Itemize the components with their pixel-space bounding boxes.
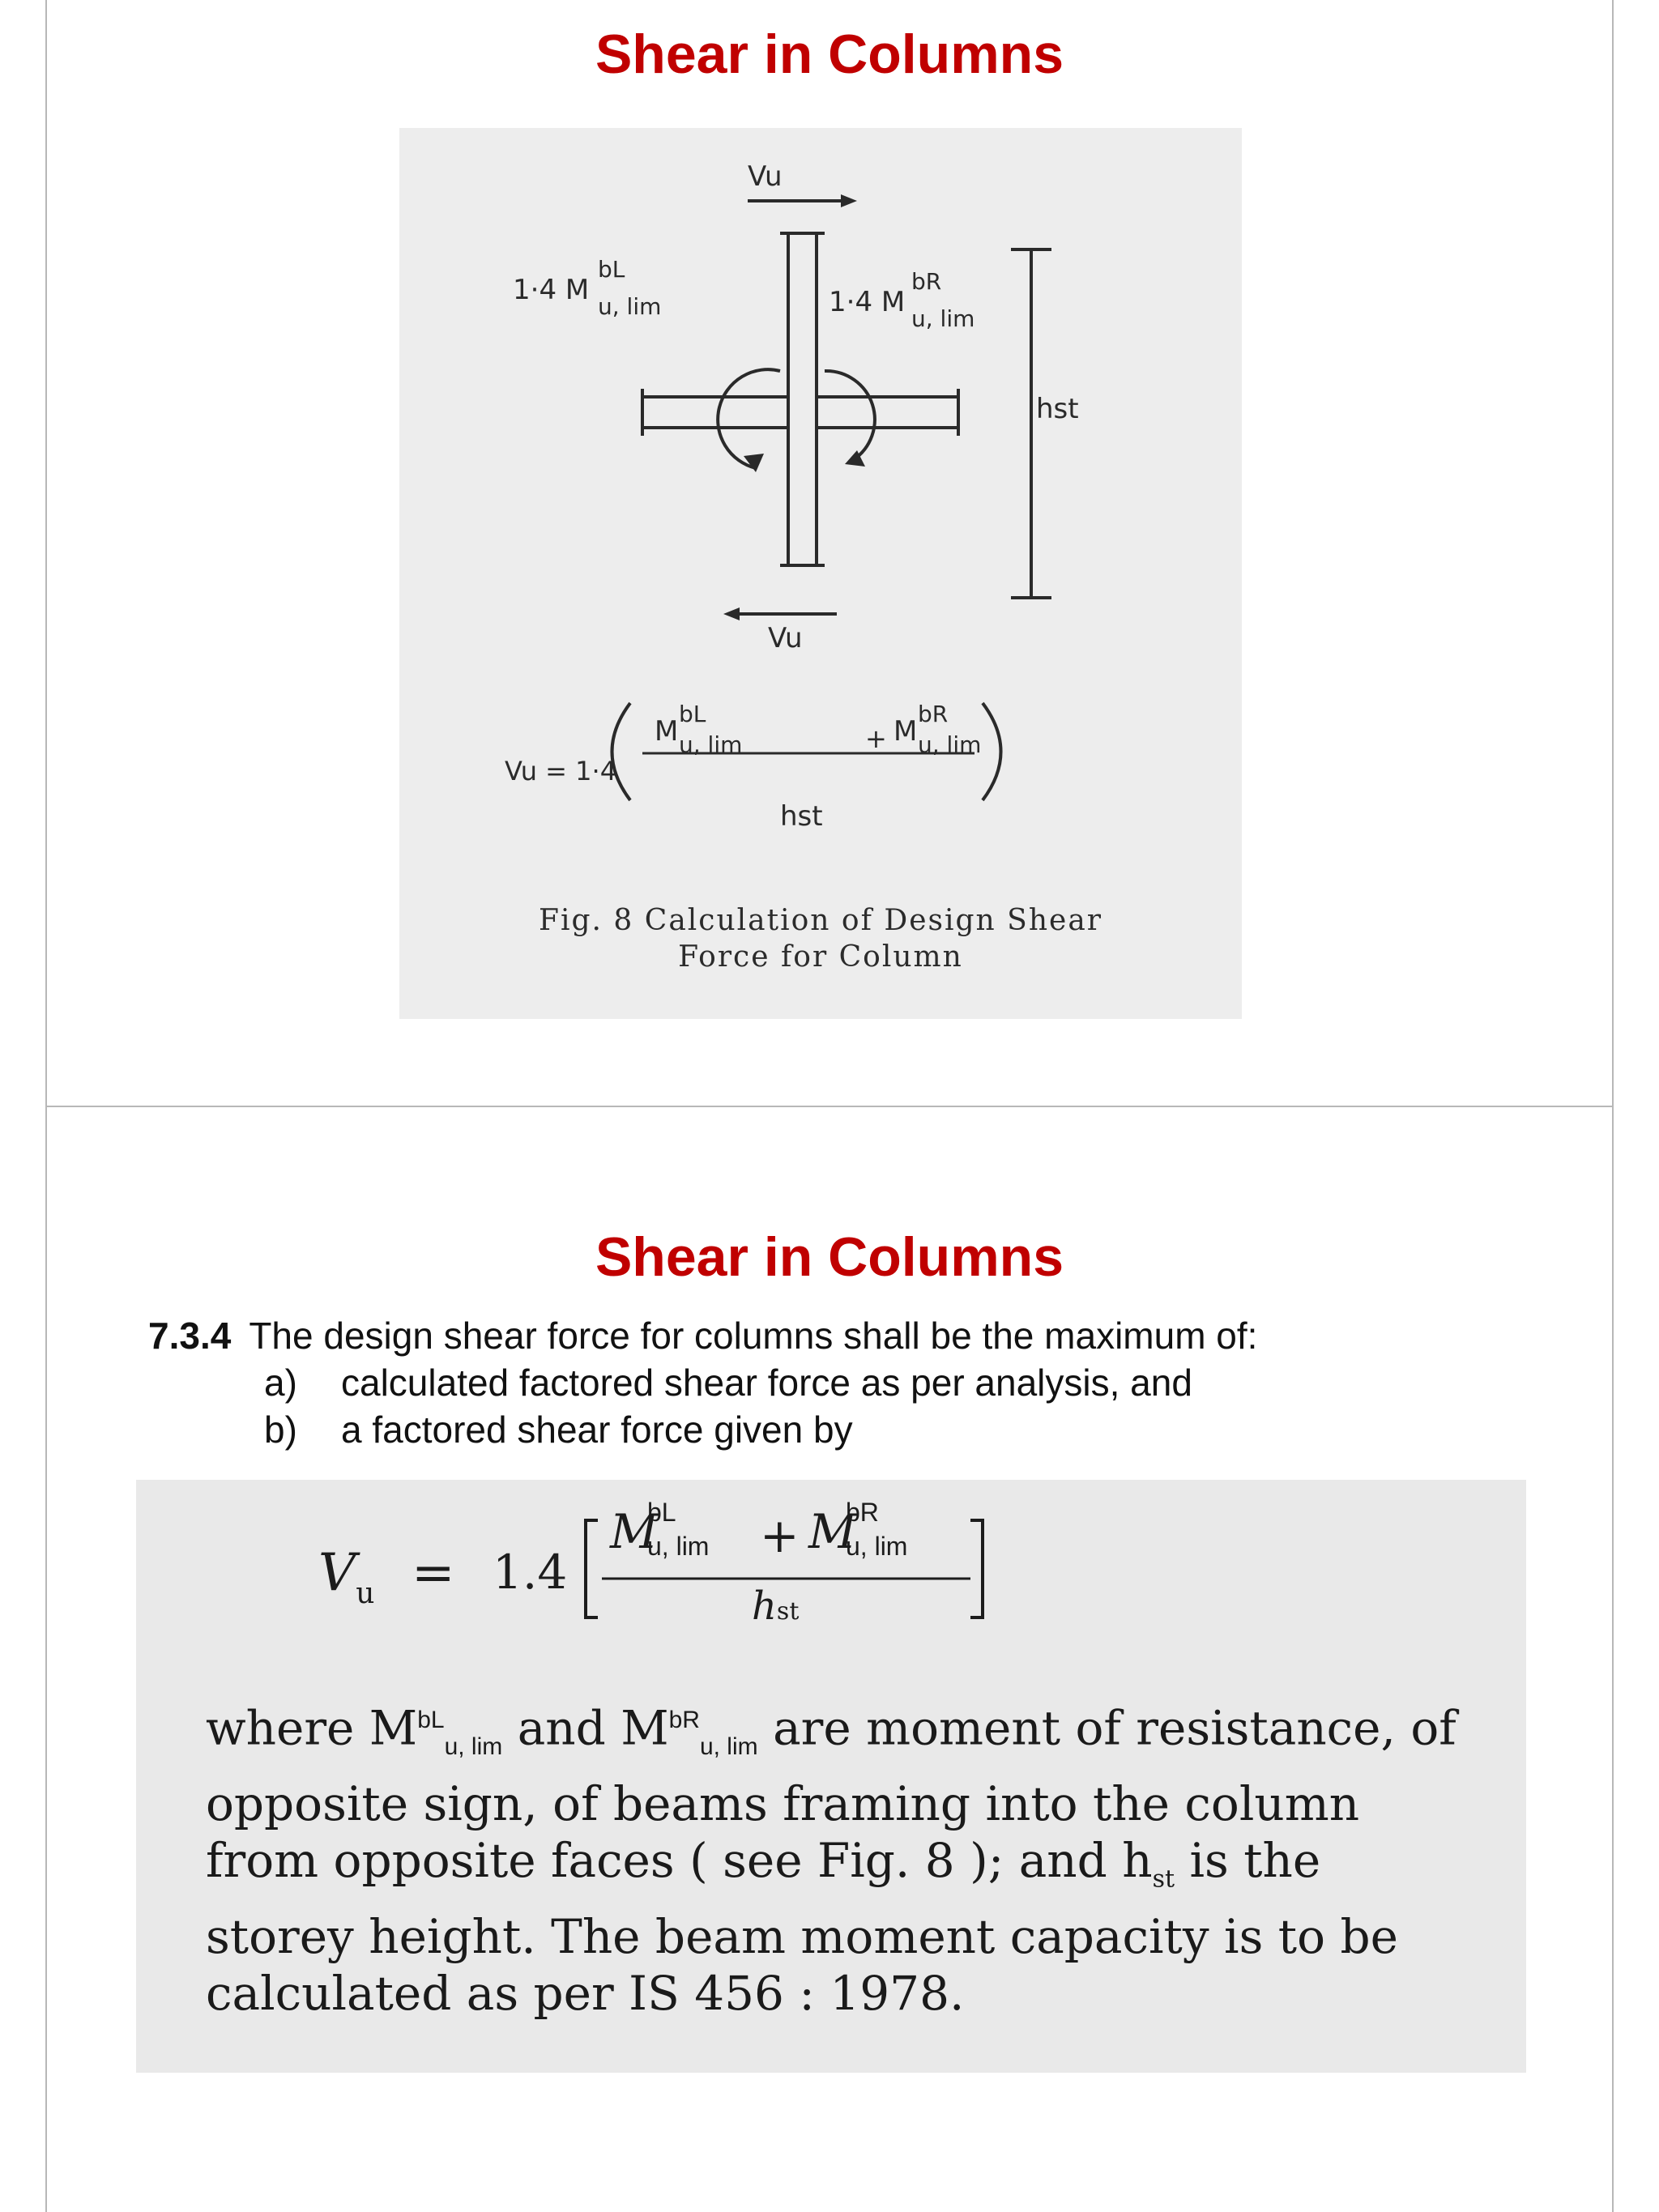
clause-text: The design shear force for columns shall be the maximum of: <box>249 1315 1258 1357</box>
left-moment-label: 1·4 M bL u, lim <box>513 256 662 320</box>
slide1-title: Shear in Columns <box>595 23 1064 85</box>
eq-m2: M bR u, lim <box>808 1498 908 1561</box>
figure-formula-denominator: hst <box>780 800 823 833</box>
figure-8-scan <box>399 128 1242 1019</box>
clause-number: 7.3.4 <box>148 1315 232 1357</box>
slide-divider <box>45 1106 1614 1107</box>
figure-caption-line2: Force for Column <box>678 940 963 974</box>
storey-height-label: hst <box>1036 393 1079 425</box>
figure-formula-m1: M bL u, lim <box>655 701 743 758</box>
equation-scan <box>136 1480 1526 2073</box>
eq-lhs: $V_u$ <box>318 1543 375 1610</box>
definition-paragraph: where $M^{bL}_{u, lim}$ and $M^{bR}_{u, lim}$ are moment of resistance, of opposite sign, of beams framing into the column from opposite faces ( see Fig. 8 ); and $h_{st}$ is the storey height. The beam moment capacity is to be calculated as per IS 456 : 1978. <box>206 1700 1456 2021</box>
list-item-a: a) calculated factored shear force as per analysis, and <box>264 1362 1192 1404</box>
eq-denominator: hst <box>752 1583 800 1629</box>
slide2-title: Shear in Columns <box>595 1226 1064 1288</box>
eq-coefficient: 1.4 <box>493 1545 568 1600</box>
vu-bottom-label: Vu <box>768 622 803 654</box>
figure-formula-m2: M bR u, lim <box>893 701 982 758</box>
right-moment-label: 1·4 M bR u, lim <box>829 268 975 332</box>
clause-7-3-4 <box>148 1314 1257 1357</box>
eq-plus: + <box>760 1508 800 1563</box>
eq-m1: M bL u, lim <box>610 1498 710 1561</box>
vu-top-label: Vu <box>748 160 783 193</box>
figure-caption-line1: Fig. 8 Calculation of Design Shear <box>539 904 1102 937</box>
eq-equals: = <box>412 1543 455 1603</box>
list-item-b: b) a factored shear force given by <box>264 1409 853 1451</box>
column-beam-diagram <box>399 128 1242 630</box>
figure-formula-lhs: Vu = 1·4 <box>505 756 617 786</box>
figure-formula-plus: + <box>865 723 887 754</box>
